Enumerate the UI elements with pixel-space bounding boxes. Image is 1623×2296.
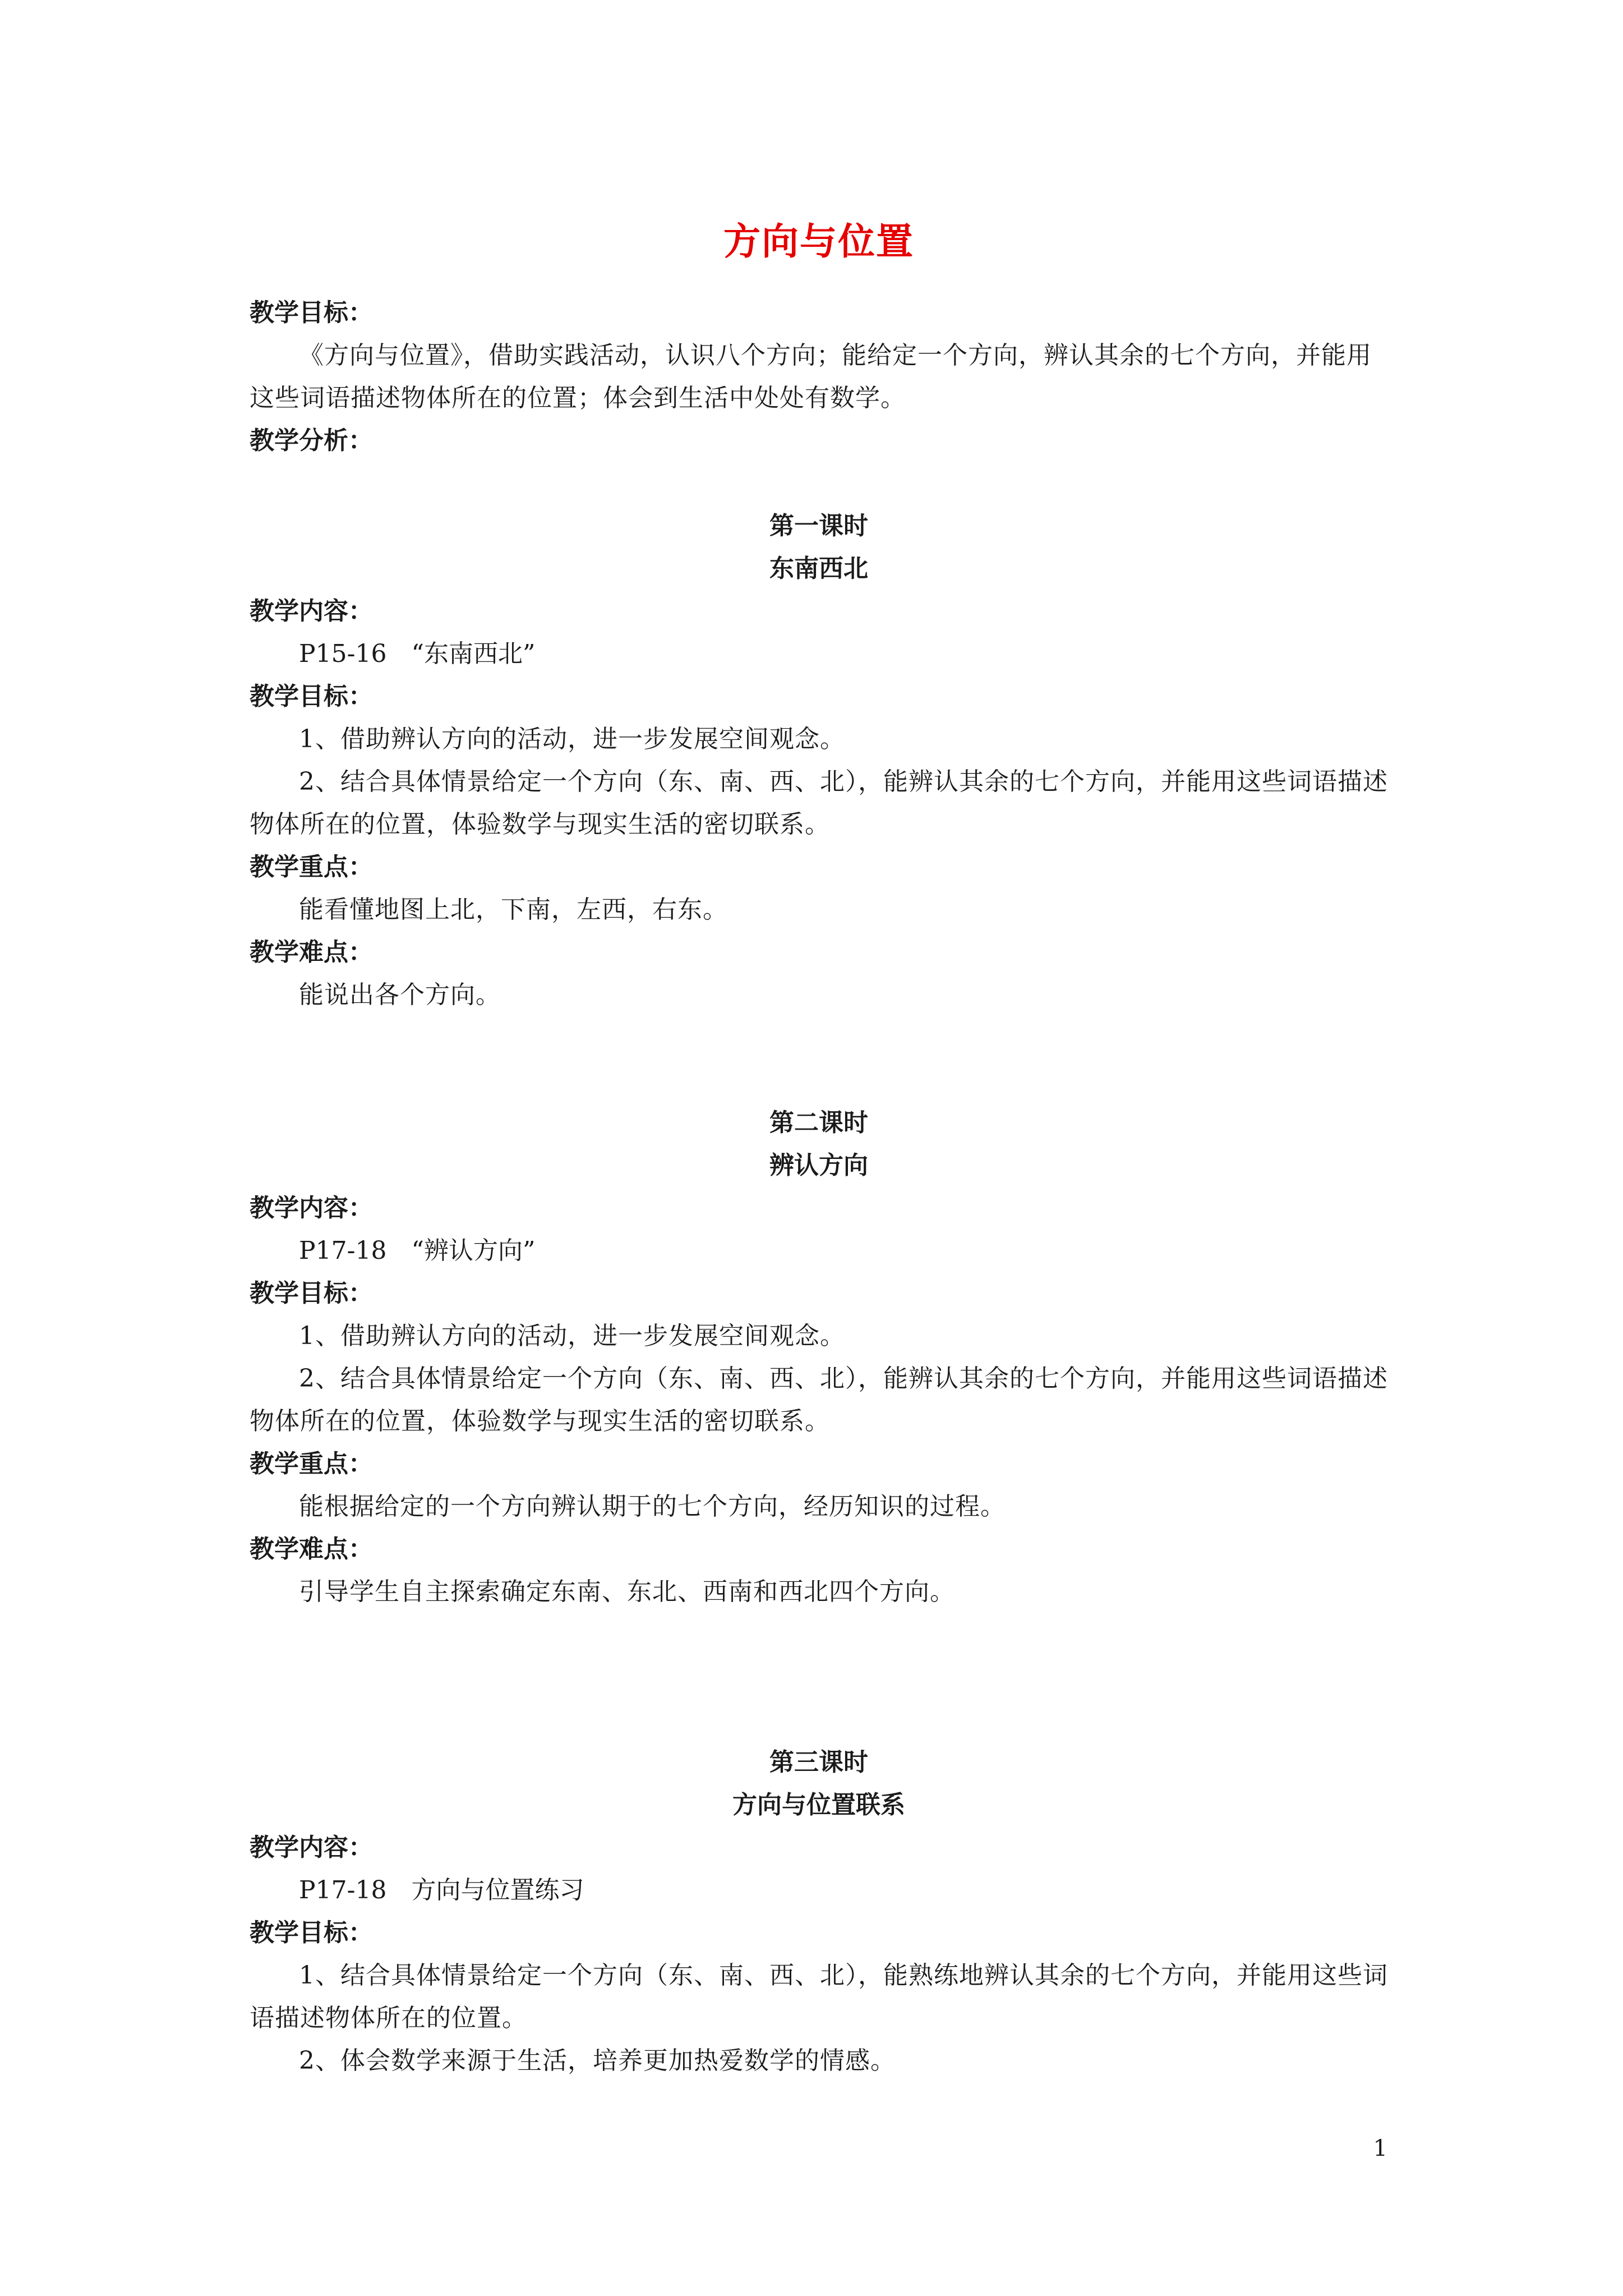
lesson-2-section [250,1102,1388,1613]
lesson-1-key-heading: 教学重点： [250,853,373,881]
page-number: 1 [1373,2136,1387,2161]
intro-goal-heading: 教学目标： [250,298,373,327]
lesson-3-goal-1: 1、结合具体情景给定一个方向（东、南、西、北），能熟练地辨认其余的七个方向，并能用这些词语描述物体所在的位置。 [250,1961,1388,2032]
lesson-2-topic: 辨认方向 [769,1151,868,1180]
lesson-3-topic: 方向与位置联系 [732,1791,905,1819]
lesson-1-content-heading: 教学内容： [250,597,373,625]
spacer [250,1016,1388,1102]
lesson-3-period: 第三课时 [769,1748,868,1777]
lesson-2-key-text: 能根据给定的一个方向辨认期于的七个方向，经历知识的过程。 [299,1492,1006,1521]
lesson-1-goal-1: 1、借助辨认方向的活动，进一步发展空间观念。 [299,725,845,753]
lesson-1-difficulty-heading: 教学难点： [250,938,373,967]
lesson-3-goal-2: 2、体会数学来源于生活，培养更加热爱数学的情感。 [299,2046,896,2075]
document-body [250,213,1388,2082]
lesson-2-key-heading: 教学重点： [250,1450,373,1478]
spacer [250,1613,1388,1741]
lesson-1-difficulty-text: 能说出各个方向。 [299,981,501,1009]
lesson-3-section [250,1741,1388,2082]
lesson-2-goal-heading: 教学目标： [250,1279,373,1308]
lesson-3-goal-heading: 教学目标： [250,1918,373,1947]
lesson-1-key-text: 能看懂地图上北，下南，左西，右东。 [299,895,728,924]
lesson-2-difficulty-heading: 教学难点： [250,1535,373,1563]
lesson-1-period: 第一课时 [769,512,868,540]
lesson-1-section [250,505,1388,1016]
lesson-3-content-heading: 教学内容： [250,1833,373,1862]
intro-analysis-heading: 教学分析： [250,426,373,455]
lesson-2-difficulty-text: 引导学生自主探索确定东南、东北、西南和西北四个方向。 [299,1577,955,1606]
lesson-2-goal-2: 2、结合具体情景给定一个方向（东、南、西、北），能辨认其余的七个方向，并能用这些词语描述物体所在的位置，体验数学与现实生活的密切联系。 [250,1364,1388,1435]
spacer [250,462,1388,505]
lesson-2-period: 第二课时 [769,1108,868,1137]
lesson-1-content-text: P15-16 “东南西北” [299,639,536,668]
lesson-3-content-text: P17-18 方向与位置练习 [299,1876,584,1904]
lesson-1-goal-heading: 教学目标： [250,682,373,711]
lesson-2-goal-1: 1、借助辨认方向的活动，进一步发展空间观念。 [299,1322,845,1350]
intro-goal-text: 《方向与位置》，借助实践活动，认识八个方向；能给定一个方向，辨认其余的七个方向，并能用这些词语描述物体所在的位置；体会到生活中处处有数学。 [250,341,1372,412]
lesson-2-content-text: P17-18 “辨认方向” [299,1236,536,1265]
lesson-1-topic: 东南西北 [769,554,868,583]
lesson-1-goal-2: 2、结合具体情景给定一个方向（东、南、西、北），能辨认其余的七个方向，并能用这些词语描述物体所在的位置，体验数学与现实生活的密切联系。 [250,767,1388,839]
document-title: 方向与位置 [723,219,914,263]
lesson-2-content-heading: 教学内容： [250,1194,373,1222]
